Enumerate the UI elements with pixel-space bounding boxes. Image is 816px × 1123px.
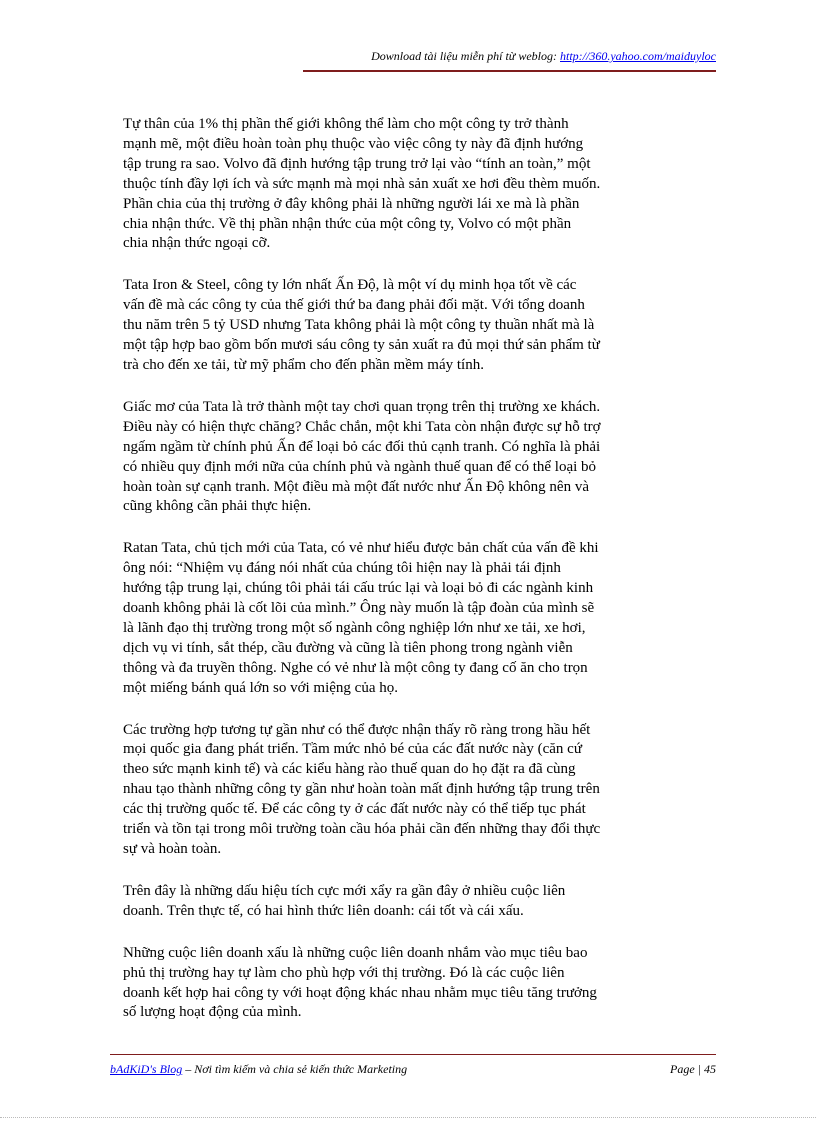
paragraph-line: ngấm ngầm từ chính phủ Ấn để loại bỏ các đối thủ cạnh tranh. Có nghĩa là phải <box>123 438 601 455</box>
footer-tagline: – Nơi tìm kiếm và chia sẻ kiến thức Marketing <box>182 1062 408 1076</box>
header-link[interactable]: http://360.yahoo.com/maiduyloc <box>560 49 716 63</box>
paragraph <box>123 882 723 922</box>
paragraph-line: thuộc tính đầy lợi ích và sức mạnh mà mọi nhà sản xuất xe hơi đều thèm muốn. <box>123 175 601 192</box>
header-prefix: Download tài liệu miễn phí từ weblog: <box>371 49 561 63</box>
paragraph <box>123 721 723 860</box>
paragraph <box>123 944 723 1024</box>
paragraph-line: sự và hoàn toàn. <box>123 841 222 857</box>
paragraph <box>123 115 723 254</box>
paragraph <box>123 398 723 517</box>
page-number: Page | 45 <box>670 1062 716 1076</box>
paragraph-line: trà cho đến xe tải, từ mỹ phẩm cho đến phần mềm máy tính. <box>123 356 484 373</box>
page-edge <box>0 1117 816 1118</box>
paragraph-line: doanh kết hợp hai công ty với hoạt động khác nhau nhằm mục tiêu tăng trưởng <box>123 984 597 1001</box>
paragraph-line: chia nhận thức ngoại cỡ. <box>123 235 271 252</box>
paragraph-line: Trên đây là những dấu hiệu tích cực mới xẩy ra gần đây ở nhiều cuộc liên <box>123 882 566 899</box>
paragraph-line: Điều này có hiện thực chăng? Chắc chắn, một khi Tata còn nhận được sự hỗ trợ <box>123 418 601 435</box>
paragraph-line: doanh không phải là cốt lõi của mình.” Ông này muốn là tập đoàn của mình sẽ <box>123 600 595 617</box>
paragraph-line: dịch vụ vi tính, sắt thép, cầu đường và cũng là tiên phong trong ngành viễn <box>123 639 573 656</box>
paragraph-line: vấn đề mà các công ty của thế giới thứ ba đang phải đối mặt. Với tổng doanh <box>123 297 585 314</box>
paragraph-line: một tập hợp bao gồm bốn mươi sáu công ty sản xuất ra đủ mọi thứ sản phẩm từ <box>123 337 600 354</box>
paragraph-line: Ratan Tata, chủ tịch mới của Tata, có vẻ như hiểu được bản chất của vấn đề khi <box>123 540 599 557</box>
paragraph-line: hướng tập trung lại, chúng tôi phải tái cấu trúc lại và loại bỏ đi các ngành kinh <box>123 580 594 597</box>
paragraph-line: mạnh mẽ, một điều hoàn toàn phụ thuộc vào việc công ty này đã định hướng <box>123 135 584 152</box>
page-header <box>110 48 716 64</box>
paragraph-line: tập trung ra sao. Volvo đã định hướng tập trung trở lại vào “tính an toàn,” một <box>123 155 591 172</box>
paragraph-line: Phần chia của thị trường ở đây không phải là những người lái xe mà là phần <box>123 195 580 212</box>
paragraph-line: Tata Iron & Steel, công ty lớn nhất Ấn Độ, là một ví dụ minh họa tốt về các <box>123 277 577 294</box>
paragraph <box>123 276 723 376</box>
paragraph-line: một miếng bánh quá lớn so với miệng của họ. <box>123 679 398 696</box>
paragraph-line: cũng không cần phải thực hiện. <box>123 498 312 515</box>
paragraph-line: doanh. Trên thực tế, có hai hình thức liên doanh: cái tốt và cái xấu. <box>123 902 524 919</box>
paragraph-line: triển và tồn tại trong môi trường toàn cầu hóa phải cần đến những thay đổi thực <box>123 821 601 838</box>
paragraph-line: theo sức mạnh kinh tế) và các kiểu hàng rào thuế quan do họ đặt ra đã cùng <box>123 761 576 778</box>
footer-blog-link[interactable]: bAdKiD's Blog <box>110 1062 183 1076</box>
paragraph-line: có nhiều quy định mới nữa của chính phủ và ngành thuế quan để có thể loại bỏ <box>123 458 597 475</box>
paragraph-line: ông nói: “Nhiệm vụ đáng nói nhất của chúng tôi hiện nay là phải tái định <box>123 560 561 577</box>
paragraph-line: Những cuộc liên doanh xấu là những cuộc liên doanh nhắm vào mục tiêu bao <box>123 944 588 961</box>
paragraph-line: là lãnh đạo thị trường trong một số ngành công nghiệp lớn như xe tải, xe hơi, <box>123 619 586 636</box>
paragraph-line: Giấc mơ của Tata là trở thành một tay chơi quan trọng trên thị trường xe khách. <box>123 398 601 415</box>
paragraph-line: mọi quốc gia đang phát triển. Tầm mức nhỏ bé của các đất nước này (căn cứ <box>123 741 582 758</box>
page-footer <box>110 1061 716 1077</box>
paragraph-line: phủ thị trường hay tự làm cho phù hợp với thị trường. Đó là các cuộc liên <box>123 964 565 981</box>
paragraph-line: Tự thân của 1% thị phần thế giới không thể làm cho một công ty trở thành <box>123 116 569 132</box>
paragraph-line: chia nhận thức. Về thị phần nhận thức của một công ty, Volvo có một phần <box>123 215 572 232</box>
paragraph-line: số lượng hoạt động của mình. <box>123 1004 302 1021</box>
paragraph-line: hoàn toàn sự cạnh tranh. Một điều mà một đất nước như Ấn Độ không nên và <box>123 478 589 495</box>
paragraph <box>123 539 723 698</box>
paragraph-line: thu năm trên 5 tỷ USD nhưng Tata không phải là một công ty thuần nhất mà là <box>123 317 595 334</box>
paragraph-line: các thị trường quốc tế. Để các công ty ở các đất nước này có thể tiếp tục phát <box>123 801 586 818</box>
footer-rule <box>110 1054 716 1055</box>
paragraph-line: Các trường hợp tương tự gần như có thể được nhận thấy rõ ràng trong hầu hết <box>123 721 591 738</box>
document-body <box>123 115 723 1045</box>
paragraph-line: thông và đa truyền thông. Nghe có vẻ như là một công ty đang cố ăn cho trọn <box>123 659 588 676</box>
paragraph-line: nhau tạo thành những công ty gần như hoàn toàn mất định hướng tập trung trên <box>123 781 600 798</box>
header-rule <box>303 70 716 72</box>
